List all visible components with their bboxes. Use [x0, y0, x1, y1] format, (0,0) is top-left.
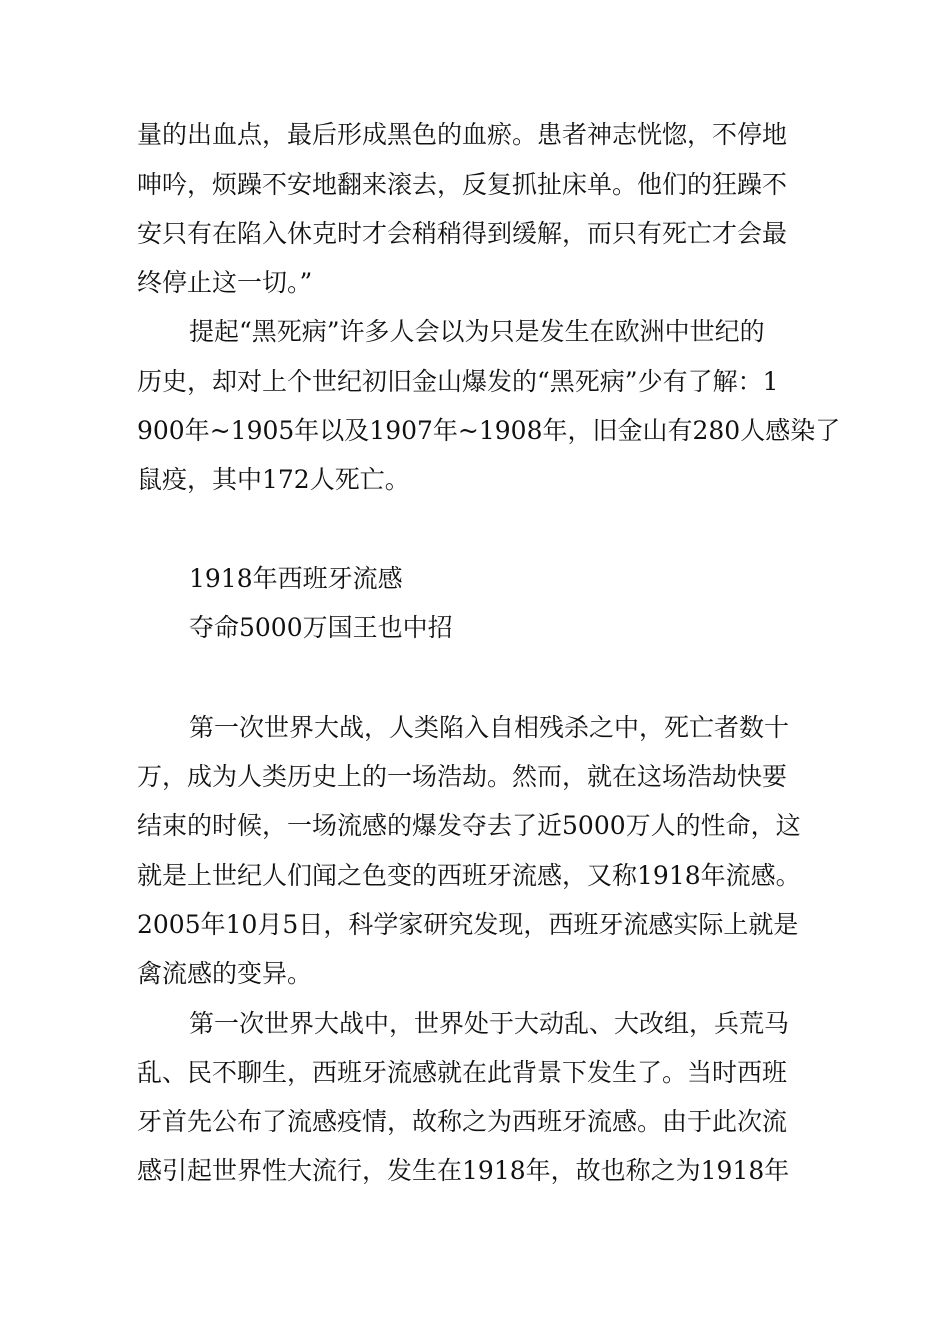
text-line: 牙首先公布了流感疫情，故称之为西班牙流感。由于此次流 [137, 1107, 788, 1136]
text-line: 万，成为人类历史上的一场浩劫。然而，就在这场浩劫快要 [137, 762, 788, 791]
text-line: 安只有在陷入休克时才会稍稍得到缓解，而只有死亡才会最 [137, 219, 788, 248]
section-heading: 1918年西班牙流感 [189, 564, 403, 593]
text-line: 900年~1905年以及1907年~1908年，旧金山有280人感染了 [137, 416, 841, 445]
text-line: 终停止这一切。” [137, 268, 313, 297]
text-line: 2005年10月5日，科学家研究发现，西班牙流感实际上就是 [137, 910, 799, 939]
text-line: 结束的时候，一场流感的爆发夺去了近5000万人的性命，这 [137, 811, 801, 840]
text-line: 第一次世界大战，人类陷入自相残杀之中，死亡者数十 [189, 713, 790, 742]
text-line: 提起“黑死病”许多人会以为只是发生在欧洲中世纪的 [189, 317, 765, 346]
text-line: 禽流感的变异。 [137, 959, 313, 988]
text-line: 鼠疫，其中172人死亡。 [137, 465, 410, 494]
text-line: 量的出血点，最后形成黑色的血瘀。患者神志恍惚，不停地 [137, 120, 788, 149]
text-line: 第一次世界大战中，世界处于大动乱、大改组，兵荒马 [189, 1009, 790, 1038]
text-line: 呻吟，烦躁不安地翻来滚去，反复抓扯床单。他们的狂躁不 [137, 170, 788, 199]
section-subheading: 夺命5000万国王也中招 [189, 613, 453, 642]
text-line: 乱、民不聊生，西班牙流感就在此背景下发生了。当时西班 [137, 1058, 788, 1087]
text-line: 就是上世纪人们闻之色变的西班牙流感，又称1918年流感。 [137, 861, 801, 890]
text-line: 历史，却对上个世纪初旧金山爆发的“黑死病”少有了解：1 [137, 367, 779, 396]
text-line: 感引起世界性大流行，发生在1918年，故也称之为1918年 [137, 1156, 790, 1185]
